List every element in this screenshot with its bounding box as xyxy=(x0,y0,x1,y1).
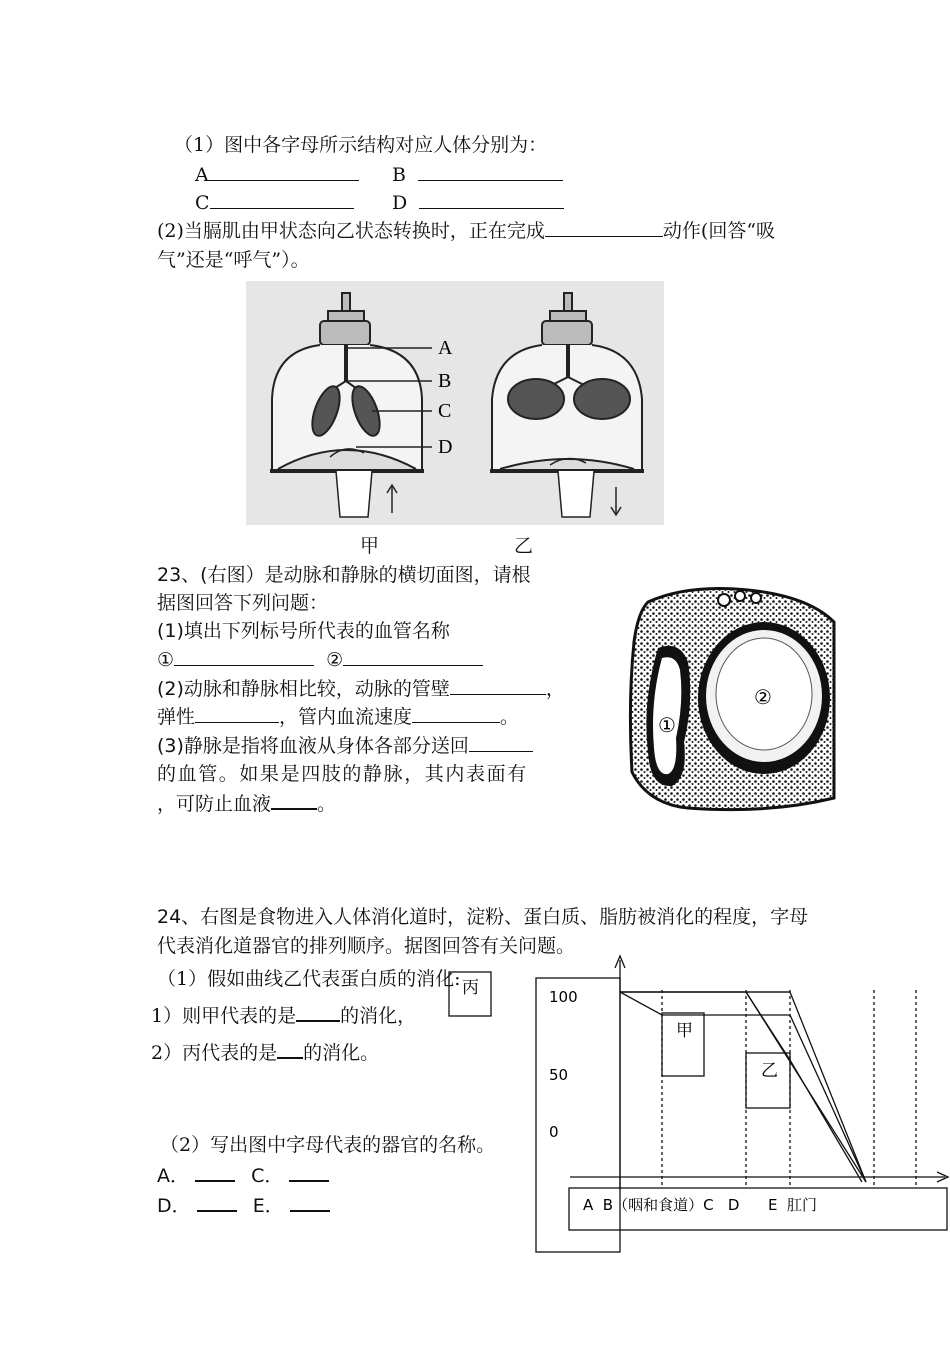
q22-line3: 气”还是“呼气”）。 xyxy=(157,249,310,271)
vessel-label-1: ① xyxy=(658,713,676,737)
q23-line5-comma: ， xyxy=(545,678,565,700)
blank-backflow[interactable] xyxy=(271,788,317,810)
q22-label-d: D xyxy=(392,191,408,214)
q24-line3-colon: : xyxy=(454,968,461,990)
vessel-label-2: ② xyxy=(754,685,772,709)
fig-label-a: A xyxy=(438,337,453,359)
blank-a[interactable] xyxy=(209,160,359,181)
blank-jia[interactable] xyxy=(296,1000,340,1022)
q24-answers-row2 xyxy=(157,1190,330,1218)
q24-ans-a-label: A． xyxy=(157,1164,189,1187)
blank-speed[interactable] xyxy=(412,702,500,723)
q23-line8: 的血管。如果是四肢的静脉，其内表面有 xyxy=(157,763,528,785)
q23-line1: 23、(右图）是动脉和静脉的横切面图，请根 xyxy=(157,564,531,586)
y-tick-50: 50 xyxy=(549,1066,569,1084)
q24-line5-text: 2）丙代表的是 xyxy=(151,1041,278,1064)
q24-line5-text2: 的消化。 xyxy=(303,1041,380,1064)
blank-organ-e[interactable] xyxy=(290,1190,330,1212)
blank-organ-c[interactable] xyxy=(289,1160,329,1182)
blank-vessel-2[interactable] xyxy=(343,645,483,666)
q23-line4 xyxy=(157,645,483,671)
q24-line6: （2）写出图中字母代表的器官的名称。 xyxy=(160,1134,496,1156)
blank-wall[interactable] xyxy=(450,674,546,695)
q23-mark-1: ① xyxy=(157,648,175,671)
q24-line3-text: （1）假如曲线乙代表蛋白质的消化 xyxy=(157,968,455,990)
y-tick-100: 100 xyxy=(549,988,578,1006)
q23-line3: (1)填出下列标号所代表的血管名称 xyxy=(157,620,450,642)
q24-line4-text: 1）则甲代表的是 xyxy=(151,1004,297,1027)
q22-line1: （1）图中各字母所示结构对应人体分别为： xyxy=(174,134,548,156)
blank-bing[interactable] xyxy=(277,1037,303,1059)
q23-line6-text2: ，管内血流速度 xyxy=(279,706,413,728)
q22-label-a: A xyxy=(195,163,209,186)
q23-line6 xyxy=(157,702,519,729)
fig-label-d: D xyxy=(438,436,453,458)
vessel-cross-section xyxy=(628,582,840,822)
q23-line5 xyxy=(157,674,565,701)
q22-answer-b xyxy=(392,160,563,186)
q24-ans-d-label: D． xyxy=(157,1194,191,1217)
q22-answer-d xyxy=(392,188,564,214)
q23-line9-text: ，可防止血液 xyxy=(157,792,272,815)
y-tick-0: 0 xyxy=(549,1123,559,1141)
blank-breath[interactable] xyxy=(545,216,663,237)
q23-line9-end: 。 xyxy=(317,792,337,815)
q22-line2-text: (2)当膈肌由甲状态向乙状态转换时，正在完成 xyxy=(157,220,545,242)
q24-ans-e-label: E． xyxy=(252,1194,284,1217)
blank-return[interactable] xyxy=(469,731,533,752)
q24-answers-row1 xyxy=(157,1160,329,1188)
q22-answer-a xyxy=(195,160,359,186)
x-axis-organs: A B（咽和食道）C D E 肛门 xyxy=(583,1196,818,1214)
bell-jar-figure xyxy=(246,281,664,525)
blank-vessel-1[interactable] xyxy=(174,645,314,666)
q23-line7 xyxy=(157,731,533,758)
q23-line5-text: (2)动脉和静脉相比较，动脉的管壁 xyxy=(157,678,450,700)
q24-line4-text2: 的消化， xyxy=(340,1004,417,1027)
q24-line4 xyxy=(151,1000,416,1028)
q24-line5 xyxy=(151,1037,379,1065)
caption-left: 甲 xyxy=(360,535,380,557)
label-jia: 甲 xyxy=(676,1021,693,1041)
blank-b[interactable] xyxy=(418,160,563,181)
label-yi: 乙 xyxy=(761,1061,778,1081)
q23-line7-text: (3)静脉是指将血液从身体各部分送回 xyxy=(157,735,469,757)
blank-organ-a[interactable] xyxy=(195,1160,235,1182)
q23-line6-end: 。 xyxy=(500,706,520,728)
q22-answer-c xyxy=(195,188,354,214)
blank-d[interactable] xyxy=(419,188,564,209)
q22-label-b: B xyxy=(392,163,406,186)
q24-line2: 代表消化道器官的排列顺序。据图回答有关问题。 xyxy=(157,935,576,957)
q22-line2-text2: 动作(回答“吸 xyxy=(662,220,776,242)
q23-line6-text: 弹性 xyxy=(157,706,196,728)
q24-line3 xyxy=(157,964,461,991)
q22-line2 xyxy=(157,216,775,243)
digestion-chart xyxy=(430,950,950,1260)
blank-organ-d[interactable] xyxy=(197,1190,237,1212)
fig-label-c: C xyxy=(438,400,452,422)
q24-line1: 24、右图是食物进入人体消化道时，淀粉、蛋白质、脂肪被消化的程度，字母 xyxy=(157,906,809,928)
label-bing: 丙 xyxy=(462,978,479,998)
q24-ans-c-label: C． xyxy=(251,1164,284,1187)
q23-line2: 据图回答下列问题： xyxy=(157,592,329,614)
q23-line9 xyxy=(157,788,336,816)
caption-right: 乙 xyxy=(514,535,534,557)
blank-c[interactable] xyxy=(210,188,354,209)
q23-mark-2: ② xyxy=(326,648,344,671)
fig-label-b: B xyxy=(438,370,452,392)
blank-elasticity[interactable] xyxy=(195,702,279,723)
q22-label-c: C xyxy=(195,191,210,214)
